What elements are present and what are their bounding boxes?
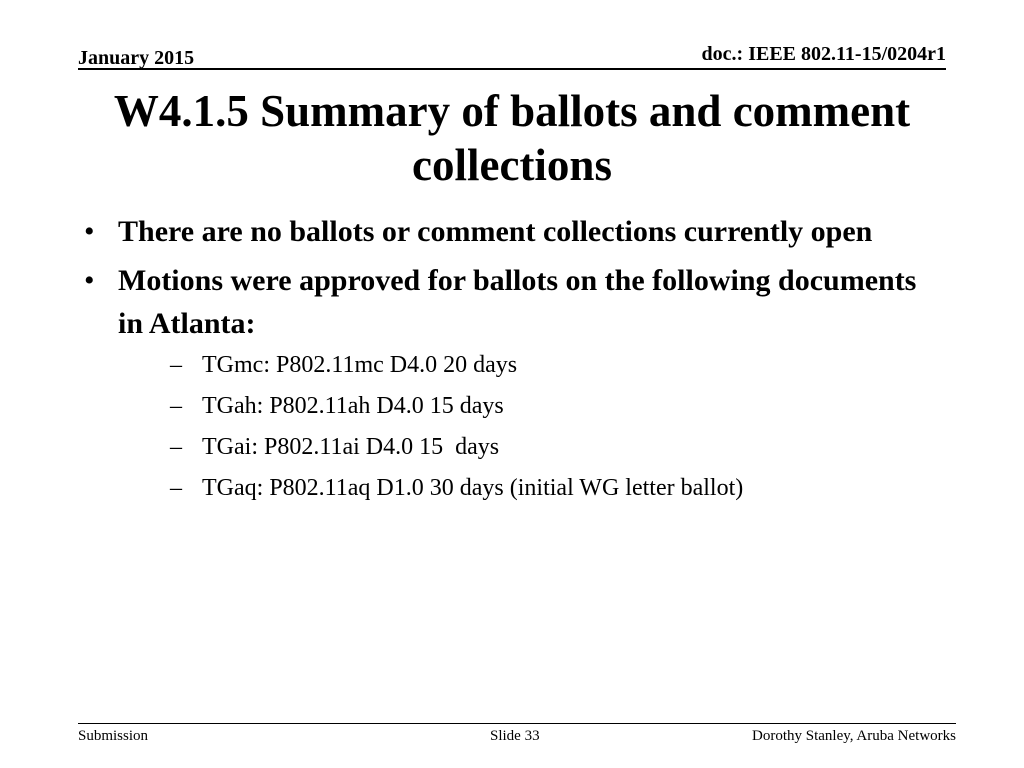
bullet-list: [78, 210, 946, 515]
dash-marker: –: [170, 352, 182, 378]
sub-item-tgai: [118, 427, 946, 468]
bullet-text: There are no ballots or comment collections currently open: [118, 215, 873, 248]
footer-author: Dorothy Stanley, Aruba Networks: [752, 728, 956, 744]
dash-marker: –: [170, 393, 182, 419]
sub-item-tgmc: [118, 345, 946, 386]
bullet-item-no-open-ballots: [78, 210, 946, 253]
bullet-marker: •: [84, 264, 95, 297]
header-divider: [78, 68, 946, 70]
footer-slide-number: Slide 33: [490, 728, 540, 744]
sub-item-tgah: [118, 386, 946, 427]
footer-submission: Submission: [78, 728, 149, 744]
dash-marker: –: [170, 434, 182, 460]
slide-title: W4.1.5 Summary of ballots and comment collections: [113, 86, 911, 190]
header-date: January 2015: [78, 47, 195, 69]
bullet-item-approved-motions: [78, 259, 946, 509]
sub-bullet-list: [118, 345, 946, 509]
header-doc-id: doc.: IEEE 802.11-15/0204r1: [701, 43, 946, 65]
sub-item-tgaq: [118, 468, 946, 509]
dash-marker: –: [170, 475, 182, 501]
bullet-marker: •: [84, 215, 95, 248]
sub-item-text: TGai: P802.11ai D4.0 15 days: [202, 434, 500, 460]
sub-item-text: TGah: P802.11ah D4.0 15 days: [202, 393, 504, 419]
bullet-text: Motions were approved for ballots on the following documents in Atlanta:: [118, 264, 917, 340]
sub-item-text: TGmc: P802.11mc D4.0 20 days: [202, 352, 518, 378]
sub-item-text: TGaq: P802.11aq D1.0 30 days (initial WG letter ballot): [202, 475, 744, 501]
footer-divider: [78, 723, 956, 724]
